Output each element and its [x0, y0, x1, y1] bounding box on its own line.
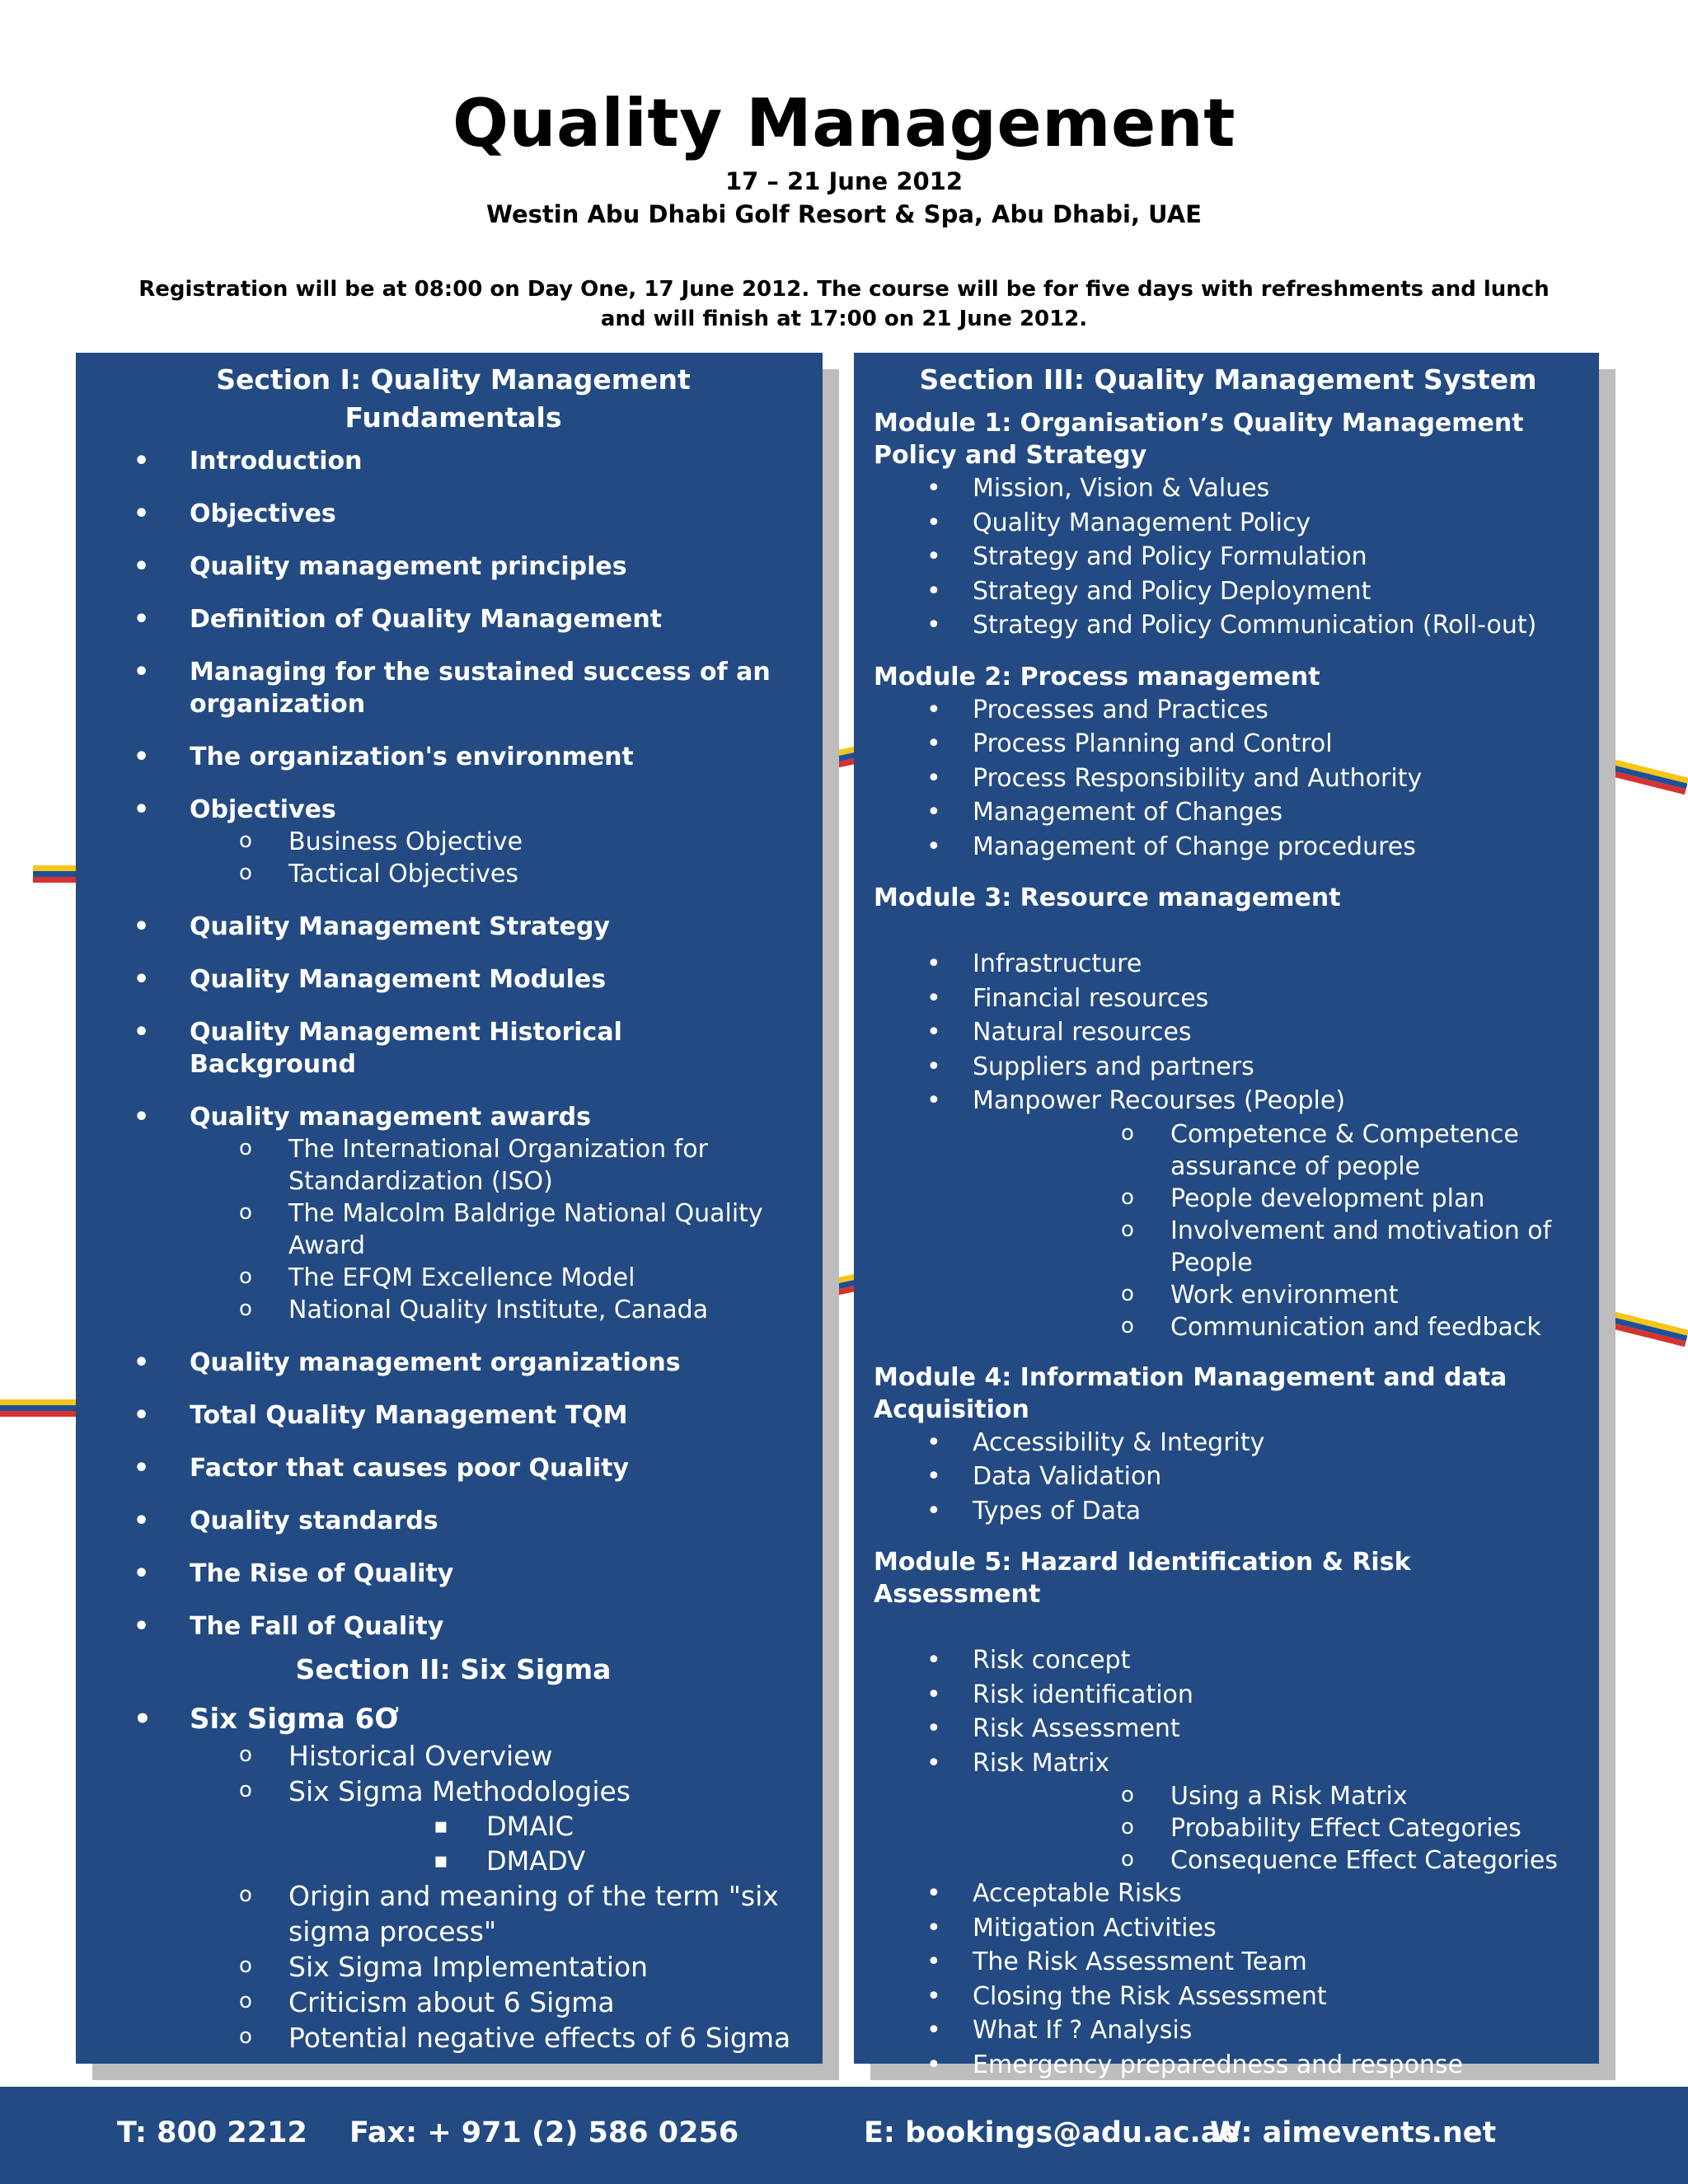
list-item: • Financial resources: [874, 982, 1582, 1016]
list-item: • Quality standards: [114, 1505, 793, 1537]
module-5-list: [874, 1643, 1582, 2082]
methodology-item: ▪ DMAIC: [288, 1809, 793, 1844]
awards-sublist: [190, 1133, 793, 1326]
list-item: • Quality Management Strategy: [114, 911, 793, 943]
right-panel: [854, 353, 1599, 2079]
list-item: • Objectives: [114, 498, 793, 530]
sublist-item: o The Malcolm Baldrige National Quality Award: [190, 1197, 793, 1262]
list-item: • Quality management principles: [114, 551, 793, 583]
registration-notice: Registration will be at 08:00 on Day One, 17 June 2012. The course will be for five days with refreshments and lunch and will finish at 17:00 on 21 June 2012.: [138, 277, 1550, 331]
sublist-item: o Potential negative effects of 6 Sigma: [190, 2020, 793, 2055]
list-item: • Strategy and Policy Deployment: [874, 574, 1582, 609]
list-item-label: Six Sigma 6Ơ: [190, 1703, 399, 1736]
event-dates: 17 – 21 June 2012: [724, 167, 964, 195]
sublist-item: o People development plan: [973, 1183, 1582, 1215]
sublist-item: o Involvement and motivation of People: [973, 1215, 1582, 1279]
sublist-item-methodologies: [190, 1774, 793, 1878]
section-2-list: [114, 1700, 793, 2055]
list-item: • Risk concept: [874, 1643, 1582, 1678]
decorative-ribbon: [0, 1399, 82, 1418]
list-item: • Risk identification: [874, 1678, 1582, 1713]
list-item-risk-matrix: [874, 1746, 1582, 1877]
list-item: • Process Responsibility and Authority: [874, 762, 1582, 796]
list-item-awards: [114, 1101, 793, 1326]
website-link[interactable]: W: aimevents.net: [1210, 2116, 1497, 2149]
module-3-title: Module 3: Resource management: [874, 883, 1341, 912]
list-item: • Mitigation Activities: [874, 1911, 1582, 1946]
list-item-label: Quality management awards: [190, 1103, 592, 1132]
list-item: • Risk Assessment: [874, 1712, 1582, 1746]
module-4-list: [874, 1426, 1582, 1529]
section-2-title: Section II: Six Sigma: [295, 1653, 612, 1685]
sublist-item: o Historical Overview: [190, 1738, 793, 1774]
sublist-item: o Tactical Objectives: [190, 858, 793, 890]
module-1-title: Module 1: Organisation’s Quality Management Policy and Strategy: [874, 409, 1524, 470]
section-1-title: Section I: Quality Management Fundamentals: [216, 363, 691, 434]
sublist-item: o Six Sigma Implementation: [190, 1949, 793, 1985]
module-2-list: [874, 693, 1582, 865]
list-item: • Introduction: [114, 445, 793, 477]
sublist-item: o Probability Effect Categories: [973, 1812, 1582, 1844]
fax-number[interactable]: Fax: + 971 (2) 586 0256: [349, 2116, 739, 2149]
list-item: • The Rise of Quality: [114, 1558, 793, 1590]
methodologies-list: [288, 1809, 793, 1878]
left-panel: [76, 353, 823, 2064]
six-sigma-sublist: [190, 1738, 793, 2055]
list-item-label: Manpower Recourses (People): [973, 1086, 1346, 1115]
list-item: • Quality Management Policy: [874, 506, 1582, 541]
list-item: • Types of Data: [874, 1494, 1582, 1529]
sublist-item: o The International Organization for Standardization (ISO): [190, 1133, 793, 1197]
list-item: • Strategy and Policy Formulation: [874, 540, 1582, 574]
risk-matrix-sublist: [973, 1780, 1582, 1877]
list-item: • Definition of Quality Management: [114, 603, 793, 635]
event-venue: Westin Abu Dhabi Golf Resort & Spa, Abu Dhabi, UAE: [486, 200, 1202, 228]
page-header: [0, 82, 1688, 231]
list-item: • Natural resources: [874, 1015, 1582, 1050]
module-1-list: [874, 471, 1582, 643]
methodology-item: ▪ DMADV: [288, 1844, 793, 1878]
sublist-item: o Competence & Competence assurance of people: [973, 1118, 1582, 1183]
sublist-item: o National Quality Institute, Canada: [190, 1294, 793, 1326]
list-item: • Quality Management Historical Background: [114, 1016, 793, 1080]
list-item: • Acceptable Risks: [874, 1877, 1582, 1911]
list-item: • The organization's environment: [114, 741, 793, 773]
manpower-sublist: [973, 1118, 1582, 1343]
list-item: • Suppliers and partners: [874, 1050, 1582, 1085]
module-2-title: Module 2: Process management: [874, 662, 1320, 691]
sublist-item: o Consequence Effect Categories: [973, 1844, 1582, 1877]
sublist-item-label: Six Sigma Methodologies: [288, 1775, 631, 1807]
list-item-label: Objectives: [190, 795, 336, 824]
list-item-objectives: [114, 794, 793, 890]
module-5-title: Module 5: Hazard Identification & Risk Assessment: [874, 1548, 1411, 1609]
list-item-label: Risk Matrix: [973, 1748, 1110, 1778]
sublist-item: o Using a Risk Matrix: [973, 1780, 1582, 1812]
list-item: • Total Quality Management TQM: [114, 1399, 793, 1432]
sublist-item: o Communication and feedback: [973, 1311, 1582, 1343]
objectives-sublist: [190, 826, 793, 890]
list-item: • Factor that causes poor Quality: [114, 1452, 793, 1484]
list-item: • Quality Management Modules: [114, 963, 793, 996]
list-item: • Process Planning and Control: [874, 727, 1582, 762]
list-item: • Managing for the sustained success of an organization: [114, 656, 793, 720]
phone-number: T: 800 2212: [117, 2116, 307, 2149]
section-3-title: Section III: Quality Management System: [919, 363, 1537, 396]
contact-footer: [0, 2087, 1688, 2184]
module-4-title: Module 4: Information Management and data Acquisition: [874, 1362, 1507, 1424]
list-item: • Infrastructure: [874, 947, 1582, 982]
sublist-item: o Origin and meaning of the term "six sigma process": [190, 1878, 793, 1949]
list-item-six-sigma: [114, 1700, 793, 2055]
list-item: • Strategy and Policy Communication (Roll-out): [874, 608, 1582, 643]
sublist-item: o Business Objective: [190, 826, 793, 858]
list-item: • Accessibility & Integrity: [874, 1426, 1582, 1460]
email-link[interactable]: E: bookings@adu.ac.ae: [864, 2116, 1240, 2149]
sublist-item: o Criticism about 6 Sigma: [190, 1985, 793, 2020]
list-item: • Management of Changes: [874, 795, 1582, 830]
list-item: • What If ? Analysis: [874, 2013, 1582, 2048]
list-item: • Quality management organizations: [114, 1347, 793, 1379]
module-3-list: [874, 947, 1582, 1343]
list-item: • Processes and Practices: [874, 693, 1582, 728]
list-item: • The Risk Assessment Team: [874, 1945, 1582, 1980]
sublist-item: o Work environment: [973, 1279, 1582, 1311]
list-item: • Management of Change procedures: [874, 830, 1582, 865]
page-title: Quality Management: [452, 85, 1236, 162]
list-item: • Mission, Vision & Values: [874, 471, 1582, 506]
decorative-ribbon: [33, 865, 82, 883]
section-1-list: [114, 445, 793, 1643]
list-item-manpower: [874, 1084, 1582, 1343]
sublist-item: o The EFQM Excellence Model: [190, 1262, 793, 1294]
list-item: • Data Validation: [874, 1460, 1582, 1494]
list-item: • Closing the Risk Assessment: [874, 1980, 1582, 2014]
list-item: • The Fall of Quality: [114, 1610, 793, 1643]
list-item: • Emergency preparedness and response: [874, 2048, 1582, 2083]
